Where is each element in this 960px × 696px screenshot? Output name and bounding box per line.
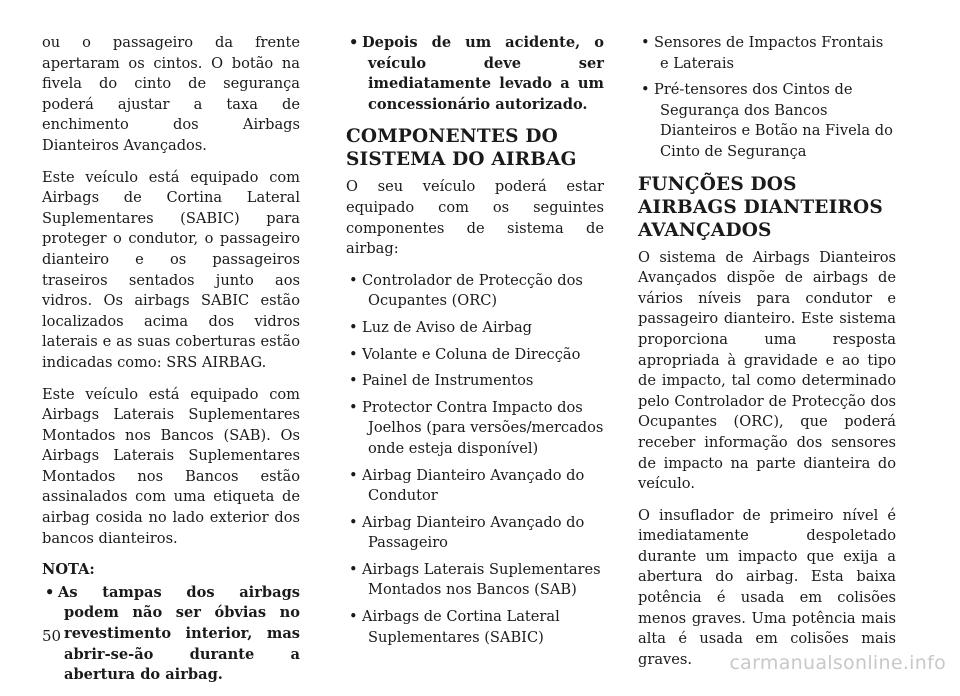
list-item: • Airbags Laterais Suplementares Montados nos Bancos (SAB) (346, 560, 604, 601)
paragraph-components-intro: O seu veículo poderá estar equipado com os seguintes componentes de sistema de airbag: (346, 178, 604, 258)
list-item: • Sensores de Impactos Frontais e Laterais (638, 33, 896, 74)
components-list (346, 271, 604, 649)
column-middle (346, 33, 604, 658)
list-item: • Volante e Coluna de Direcção (346, 345, 604, 366)
list-item: • Airbags de Cortina Lateral Suplementares (SABIC) (346, 607, 604, 648)
list-item: • Luz de Aviso de Airbag (346, 318, 604, 339)
paragraph-inflator: O insuflador de primeiro nível é imediatamente despoletado durante um impacto que exija a abertura do airbag. Esta baixa potência é usada em colisões menos graves. Uma potência mais alta é usada em colisões mais graves. (638, 506, 896, 668)
paragraph-advanced-airbags: O sistema de Airbags Dianteiros Avançados dispõe de airbags de vários níveis para condutor e passageiro dianteiro. Este sistema proporciona uma resposta apropriada à gravidade e ao tipo de impacto, tal como determinado pelo Controlador de Protecção dos Ocupantes (ORC), que poderá receber informação dos sensores de impacto na parte dianteira do veículo. (638, 248, 896, 493)
components-list-continued (638, 33, 896, 163)
list-item: • Pré-tensores dos Cintos de Segurança dos Bancos Dianteiros e Botão na Fivela do Cinto de Segurança (638, 80, 896, 162)
column-right (638, 33, 896, 681)
warning-list (346, 33, 604, 115)
list-item: • Airbag Dianteiro Avançado do Condutor (346, 466, 604, 507)
warning-bullet: • Depois de um acidente, o veículo deve ser imediatamente levado a um concessionário autorizado. (346, 33, 604, 115)
list-item: • Controlador de Protecção dos Ocupantes (ORC) (346, 271, 604, 312)
section-heading-functions: FUNÇÕES DOS AIRBAGS DIANTEIROS AVANÇADOS (638, 173, 883, 241)
list-item: • Protector Contra Impacto dos Joelhos (para versões/mercados onde esteja disponível) (346, 398, 604, 460)
paragraph-sabic: Este veículo está equipado com Airbags de Cortina Lateral Suplementares (SABIC) para proteger o condutor, o passageiro dianteiro e os passageiros traseiros sentados junto aos vidros. Os airbags SABIC estão localizados acima dos vidros laterais e as suas coberturas estão indicadas como: SRS AIRBAG. (42, 168, 300, 371)
note-list (42, 583, 300, 686)
list-item: • Airbag Dianteiro Avançado do Passageiro (346, 513, 604, 554)
column-left (42, 33, 300, 696)
list-item: • Painel de Instrumentos (346, 371, 604, 392)
paragraph-sab: Este veículo está equipado com Airbags Laterais Suplementares Montados nos Bancos (SAB). Os Airbags Laterais Suplementares Montados nos Bancos estão assinalados com uma etiqueta de airbag cosida no lado exterior dos bancos dianteiros. (42, 385, 300, 547)
note-label: NOTA: (42, 561, 95, 579)
page-number: 50 (42, 627, 62, 645)
note-bullet: • As tampas dos airbags podem não ser óbvias no revestimento interior, mas abrir-se-ão durante a abertura do airbag. (42, 583, 300, 686)
watermark-text: carmanualsonline.info (729, 652, 946, 674)
section-heading-components: COMPONENTES DO SISTEMA DO AIRBAG (346, 126, 577, 171)
paragraph-belt-buckle: ou o passageiro da frente apertaram os cintos. O botão na fivela do cinto de segurança poderá ajustar a taxa de enchimento dos Airbags Dianteiros Avançados. (42, 34, 300, 154)
